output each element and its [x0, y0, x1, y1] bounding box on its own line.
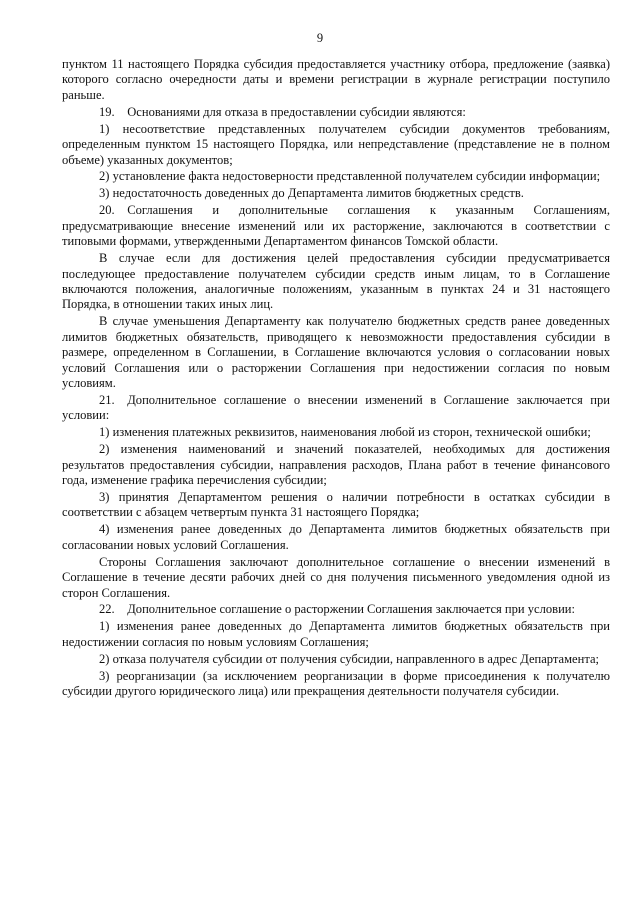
paragraph-20: 20. Соглашения и дополнительные соглашения к указанным Соглашениям, предусматривающие внесение изменений или их расторжение, заключаются в соответствии с типовыми формами, утвержденными Департаментом финансов Томской области. [62, 203, 610, 249]
paragraph-continuation: пунктом 11 настоящего Порядка субсидия предоставляется участнику отбора, предложение (заявка) которого согласно очередности даты и времени регистрации в журнале регистрации поступило раньше. [62, 57, 610, 102]
document-body [62, 57, 610, 701]
paragraph-22-item-3: 3) реорганизации (за исключением реорганизации в форме присоединения к получателю субсидии другого юридического лица) или прекращения деятельности получателя субсидии. [62, 668, 610, 699]
paragraph-22-item-1: 1) изменения ранее доведенных до Департамента лимитов бюджетных обязательств при недостижении согласия по новым условиям Соглашения; [62, 619, 610, 649]
paragraph-21-item-3: 3) принятия Департаментом решения о наличии потребности в остатках субсидии в соответствии с абзацем четвертым пункта 31 настоящего Порядка; [62, 489, 610, 520]
paragraph-21-item-1: 1) изменения платежных реквизитов, наименования любой из сторон, технической ошибки; [99, 425, 591, 440]
paragraph-19-item-3: 3) недостаточность доведенных до Департамента лимитов бюджетных средств. [99, 186, 524, 201]
paragraph-21: 21. Дополнительное соглашение о внесении изменений в Соглашение заключается при условии: [62, 392, 610, 423]
paragraph-20-limits-reduction: В случае уменьшения Департаменту как получателю бюджетных средств ранее доведенных лимитов бюджетных обязательств, приводящего к невозможности предоставления субсидии в размере, определенном в Соглашении, в Соглашение включаются условия о согласовании новых условий Соглашения или о расторжении Соглашения при недостижении согласия по новым условиям. [62, 314, 610, 390]
page-number: 9 [316, 31, 324, 45]
paragraph-19: 19. Основаниями для отказа в предоставлении субсидии являются: [99, 104, 466, 119]
paragraph-21-item-2: 2) изменения наименований и значений показателей, необходимых для достижения результатов предоставления субсидии, направления расходов, Плана работ в течение финансового года, изменение графика перечисления субсидии; [62, 442, 610, 488]
paragraph-21-item-4: 4) изменения ранее доведенных до Департамента лимитов бюджетных обязательств при согласовании новых условий Соглашения. [62, 522, 610, 552]
paragraph-22-item-2: 2) отказа получателя субсидии от получения субсидии, направленного в адрес Департамента; [99, 651, 600, 666]
paragraph-20-other-persons: В случае если для достижения целей предоставления субсидии предусматривается последующее предоставление получателем субсидии средств иным лицам, то в Соглашение включаются положения, аналогичные положениям, указанным в пунктах 24 и 31 настоящего Порядка, в отношении таких иных лиц. [62, 251, 610, 312]
paragraph-19-item-2: 2) установление факта недостоверности представленной получателем субсидии информации; [99, 169, 601, 184]
paragraph-19-item-1: 1) несоответствие представленных получателем субсидии документов требованиям, определенным пунктом 15 настоящего Порядка, или непредставление (представление не в полном объеме) указанных документов; [62, 121, 610, 167]
paragraph-21-parties-notice: Стороны Соглашения заключают дополнительное соглашение о внесении изменений в Соглашение в течение десяти рабочих дней со дня получения письменного уведомления одной из сторон Соглашения. [62, 554, 610, 600]
paragraph-22: 22. Дополнительное соглашение о расторжении Соглашения заключается при условии: [99, 602, 575, 617]
